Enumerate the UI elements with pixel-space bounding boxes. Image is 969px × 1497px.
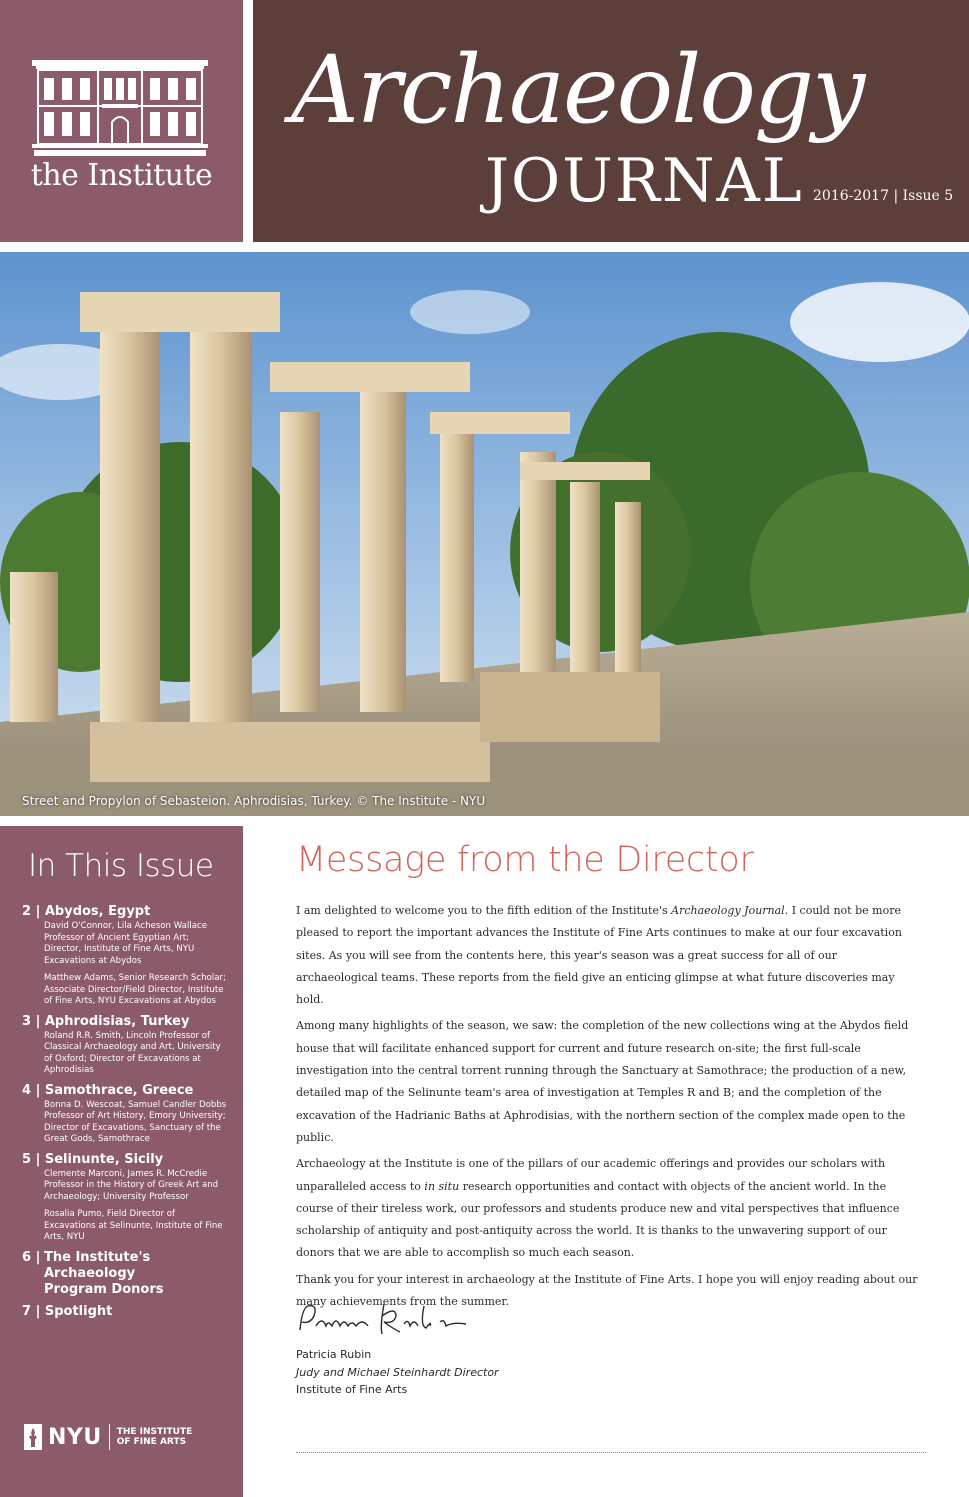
- paragraph: Archaeology at the Institute is one of the pillars of our academic offerings and provides our scholars with unparalleled access to in situ research opportunities and contact with objects of the ancient world. In the course of their tireless work, our professors and students produce new and vital perspectives that influence scholarship of antiquity and post-antiquity across the world. It is thanks to the unwavering support of our donors that we are able to accomplish so much each season.: [296, 1157, 900, 1260]
- toc-entry-heading: 3 | Aphrodisias, Turkey: [22, 1013, 190, 1029]
- toc-entry-heading: 5 | Selinunte, Sicily: [22, 1151, 164, 1167]
- sidebar-title: In This Issue: [28, 848, 214, 884]
- toc-entry-samothrace[interactable]: [22, 1083, 232, 1146]
- institute-logo-panel: [0, 0, 243, 242]
- toc-entry-donors[interactable]: [22, 1250, 232, 1298]
- footer-divider: [296, 1452, 926, 1453]
- nyu-wordmark: NYU: [48, 1424, 102, 1450]
- signature-block: [296, 1346, 499, 1399]
- director-message: [296, 840, 920, 1317]
- director-signature: [296, 1296, 476, 1344]
- toc-entry-description: Matthew Adams, Senior Research Scholar; Associate Director/Field Director, Institute of Fine Arts, NYU Excavations at Abydos: [44, 973, 226, 1006]
- in-this-issue-sidebar: [0, 826, 243, 1497]
- issue-label: 2016-2017 | Issue 5: [813, 188, 954, 204]
- toc-entry-description: Clemente Marconi, James R. McCredie Professor in the History of Greek Art and Archaeology; University Professor: [44, 1168, 219, 1202]
- toc-entry-description: Bonna D. Wescoat, Samuel Candler Dobbs Professor of Art History, Emory University; Director of Excavations, Sanctuary of the Great Gods, Samothrace: [44, 1099, 227, 1144]
- paragraph: Thank you for your interest in archaeology at the Institute of Fine Arts. I hope you will enjoy reading about our many achievements from the summer.: [296, 1272, 918, 1309]
- torch-icon: [24, 1424, 42, 1450]
- signer-title: Judy and Michael Steinhardt Director: [296, 1365, 499, 1379]
- toc-entry-description: Rosalia Pumo, Field Director of Excavations at Selinunte, Institute of Fine Arts, NYU: [44, 1209, 223, 1242]
- toc-entry-description: David O'Connor, Lila Acheson Wallace Professor of Ancient Egyptian Art; Director, Institute of Fine Arts, NYU Excavations at Abydos: [44, 921, 208, 966]
- page-title: Message from the Director: [296, 840, 754, 880]
- table-of-contents: [22, 904, 232, 1326]
- journal-title-panel: [253, 0, 969, 242]
- hero-photo: [0, 252, 969, 816]
- toc-entry-aphrodisias[interactable]: [22, 1014, 232, 1077]
- paragraph: Among many highlights of the season, we saw: the completion of the new collections wing at the Abydos field house that will facilitate enhanced support for current and future research on-site; the first full-scale investigation into the central torrent running through the Sanctuary at Samothrace; the production of a new, detailed map of the Selinunte team's area of investigation at Temples R and B; and the completion of the excavation of the Hadrianic Baths at Aphrodisias, with the northern section of the complex made open to the public.: [296, 1019, 909, 1144]
- toc-entry-heading: 4 | Samothrace, Greece: [22, 1082, 194, 1098]
- toc-entry-spotlight[interactable]: [22, 1304, 232, 1320]
- journal-subtitle: JOURNAL: [485, 146, 804, 216]
- institute-building-icon: [32, 56, 208, 156]
- toc-entry-description: Roland R.R. Smith, Lincoln Professor of Classical Archaeology and Art, University of Oxford; Director of Excavations at Aphrodisias: [44, 1030, 221, 1075]
- message-body: [296, 900, 920, 1313]
- toc-entry-heading: 2 | Abydos, Egypt: [22, 904, 151, 919]
- signer-name: Patricia Rubin: [296, 1348, 372, 1361]
- signer-organization: Institute of Fine Arts: [296, 1383, 408, 1396]
- journal-title: Archaeology: [291, 36, 864, 145]
- toc-entry-heading: 6 | The Institute's Archaeology Program Donors: [22, 1249, 164, 1297]
- nyu-logo: [24, 1424, 192, 1450]
- logo-divider: [109, 1424, 110, 1450]
- toc-entry-selinunte[interactable]: [22, 1152, 232, 1244]
- toc-entry-abydos[interactable]: [22, 904, 232, 1008]
- institute-name: the Institute: [30, 158, 213, 193]
- toc-entry-heading: 7 | Spotlight: [22, 1303, 113, 1319]
- logo-subtitle: THE INSTITUTE OF FINE ARTS: [116, 1427, 193, 1447]
- hero-caption: Street and Propylon of Sebasteion. Aphrodisias, Turkey. © The Institute - NYU: [22, 794, 486, 808]
- paragraph: I am delighted to welcome you to the fifth edition of the Institute's Archaeology Journal. I could not be more pleased to report the important advances the Institute of Fine Arts continues to make at our four excavation sites. As you will see from the contents here, this year's season was a great success for all of our archaeological teams. These reports from the field give an enticing glimpse at what future discoveries may hold.: [296, 904, 902, 1007]
